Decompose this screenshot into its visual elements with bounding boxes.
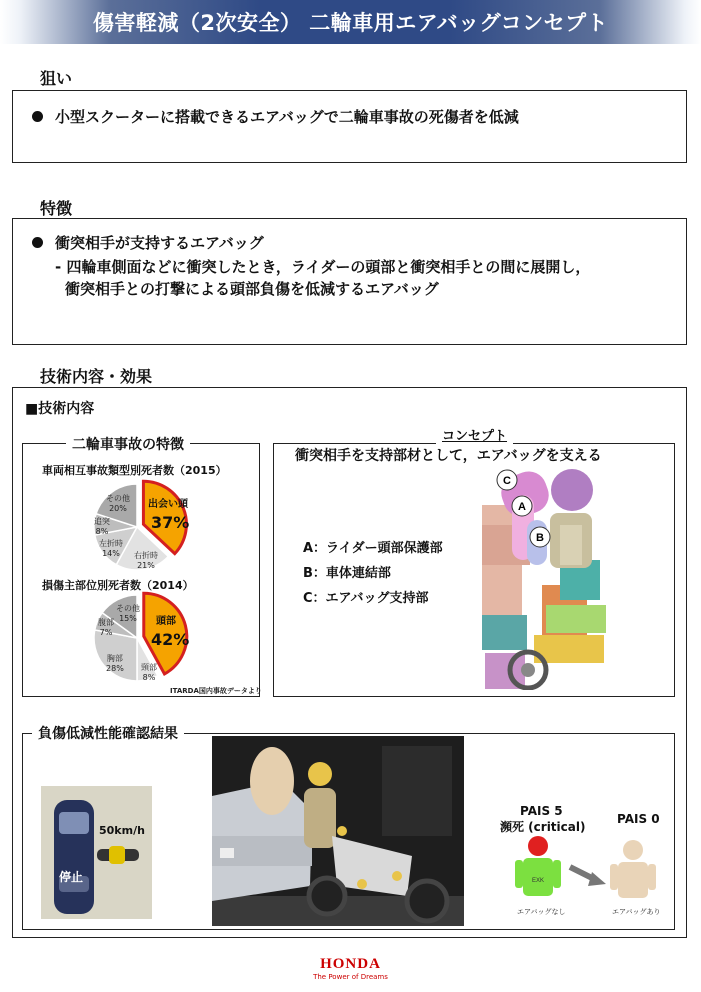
pie2-label-neck-value: 8: [142, 673, 148, 682]
pais-dummies: [508, 834, 668, 906]
pie1-label-crossing-value: 37%: [151, 513, 190, 532]
results-title: 負傷低減性能確認結果: [32, 723, 184, 743]
pie1-label-right-value: 21: [137, 561, 148, 570]
pie1-label-left-value: 14: [102, 549, 113, 558]
concept-item-b: B：車体連結部: [303, 566, 391, 581]
pie1-label-other: その他 20%: [106, 494, 130, 513]
pie2-label-head-value: 42%: [151, 630, 190, 649]
concept-item-c: C：エアバッグ支持部: [303, 591, 429, 606]
pie1-label-left-name: 左折時: [99, 539, 123, 548]
test-setup-diagram: [41, 786, 152, 919]
source-note: ITARDA国内事故データより: [170, 687, 262, 695]
pie1-label-other-name: その他: [106, 494, 130, 503]
pais5-sub: 瀕死 (critical): [500, 820, 586, 834]
features-heading: 特徴: [40, 199, 73, 218]
chart1-title: 車両相互事故類型別死者数（2015）: [42, 464, 227, 477]
pie1-label-rearend-value: 8: [95, 527, 101, 536]
crash-scene: [212, 736, 464, 926]
pie2-head-value: 42: [151, 630, 174, 649]
pie2-label-chest-value: 28: [106, 664, 117, 673]
features-sub2: 衝突相手との打撃による頭部負傷を低減するエアバッグ: [65, 280, 439, 298]
pie2-label-other-name: その他: [116, 604, 140, 613]
pie2-label-chest: 胸部 28%: [106, 654, 124, 673]
accident-panel-title: 二輪車事故の特徴: [66, 434, 190, 454]
tech-subheading: ■技術内容: [25, 401, 95, 417]
pie1-label-rearend: 追突 8%: [94, 517, 110, 536]
pie1-label-right-name: 右折時: [134, 551, 158, 560]
pie1-crossing-value: 37: [151, 513, 174, 532]
marker-a: A: [518, 501, 526, 513]
pie2-label-abdomen-value: 7: [99, 628, 105, 637]
pie1-label-other-value: 20: [109, 504, 120, 513]
with-airbag-label: エアバッグあり: [612, 908, 661, 916]
chart2-title: 損傷主部位別死者数（2014）: [42, 579, 194, 592]
pie2-label-neck-name: 頸部: [141, 663, 157, 672]
pie1-label-right: 右折時 21%: [134, 551, 158, 570]
pie2-label-other-value: 15: [119, 614, 130, 623]
features-sub1: - 四輪車側面などに衝突したとき，ライダーの頭部と衝突相手との間に展開し，: [55, 258, 591, 276]
aim-bullet-text: 小型スクーターに搭載できるエアバッグで二輪車事故の死傷者を低減: [55, 108, 519, 126]
pie1-label-rearend-name: 追突: [94, 517, 110, 526]
pie1-label-left: 左折時 14%: [99, 539, 123, 558]
page-title: 傷害軽減（2次安全） 二輪車用エアバッグコンセプト: [92, 11, 609, 35]
pie1-label-crossing: 出会い頭: [148, 499, 188, 510]
concept-illustration: [482, 465, 607, 690]
concept-item-a: A：ライダー頭部保護部: [303, 541, 443, 556]
dummy-tag: EXK: [531, 878, 545, 884]
honda-tagline: The Power of Dreams: [313, 973, 388, 981]
speed-label: 50km/h: [99, 824, 145, 837]
stop-label: 停止: [59, 870, 84, 884]
pie2-label-other: その他 15%: [116, 604, 140, 623]
no-airbag-label: エアバッグなし: [517, 908, 566, 916]
features-bullet-text: 衝突相手が支持するエアバッグ: [55, 234, 264, 252]
concept-subtitle: 衝突相手を支持部材として，エアバッグを支える: [290, 445, 607, 465]
pie2-label-chest-name: 胸部: [106, 654, 123, 663]
concept-label: コンセプト: [436, 425, 513, 444]
crash-test-photo: [212, 736, 464, 926]
pais0-label: PAIS 0: [617, 812, 660, 826]
pie2-label-abdomen-name: 腹部: [98, 618, 114, 627]
pais5-label: PAIS 5: [520, 804, 563, 818]
tech-heading: 技術内容・効果: [40, 367, 153, 386]
pie2-label-head: 頭部: [156, 616, 176, 627]
aim-heading: 狙い: [40, 69, 73, 88]
pie2-label-neck: 頸部 8%: [141, 663, 157, 682]
honda-logo: HONDA: [320, 956, 381, 972]
pie2-label-abdomen: 腹部 7%: [98, 618, 114, 637]
marker-c: C: [503, 475, 511, 487]
car-topview: [41, 786, 152, 919]
marker-b: B: [536, 532, 544, 544]
